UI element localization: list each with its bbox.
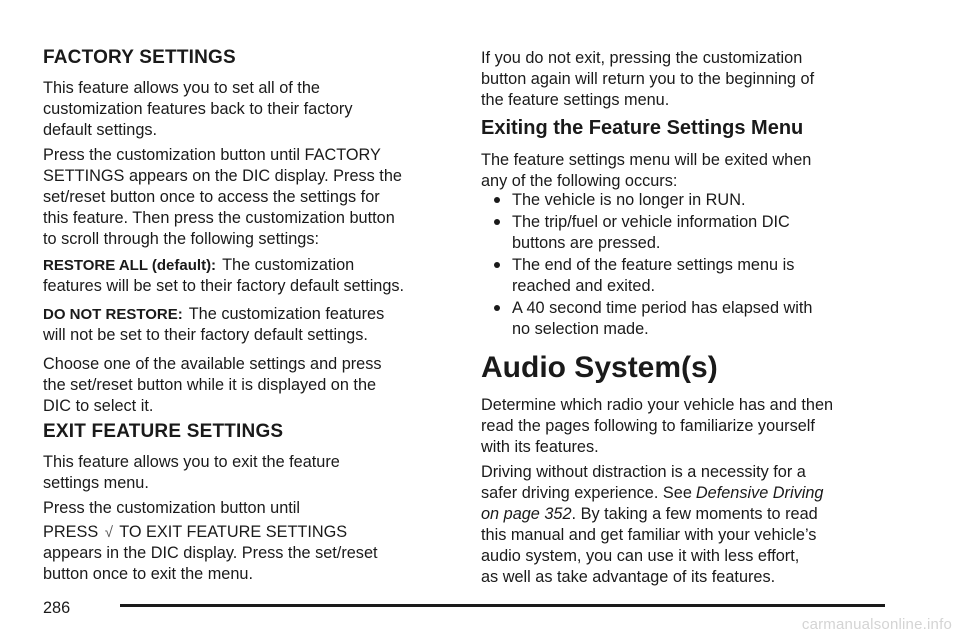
exit-feature-press-line: PRESS √ TO EXIT FEATURE SETTINGS bbox=[43, 523, 348, 541]
list-item: The end of the feature settings menu is reached and exited. bbox=[481, 255, 813, 297]
choose-setting-paragraph: Choose one of the available settings and press the set/reset button while it is displayed on the DIC to select it. bbox=[43, 355, 382, 415]
exit-continue-paragraph: If you do not exit, pressing the customization button again will return you to the beginning of the feature settings menu. bbox=[481, 49, 815, 109]
checkmark-icon: √ bbox=[104, 524, 113, 541]
list-item: The vehicle is no longer in RUN. bbox=[481, 190, 813, 211]
bullet-icon bbox=[494, 305, 500, 311]
page-reference-link[interactable]: on page 352 bbox=[481, 505, 572, 523]
audio-safety-paragraph: Driving without distraction is a necessity for a safer driving experience. See Defensive Driving on page 352. By taking a few moments to read this manual and get familiar with your vehicle’s audio system, you can use it with less effort, as well as take advantage of its features. bbox=[481, 463, 824, 586]
restore-all-label: RESTORE ALL (default): bbox=[43, 257, 217, 274]
audio-systems-heading: Audio System(s) bbox=[481, 351, 718, 384]
factory-settings-heading: FACTORY SETTINGS bbox=[43, 47, 236, 68]
factory-settings-instructions: Press the customization button until FACTORY SETTINGS appears on the DIC display. Press the set/reset button once to access the settings for this feature. Then press the customization button to scroll through the following settings: bbox=[43, 146, 402, 248]
exit-feature-intro: This feature allows you to exit the feature settings menu. bbox=[43, 453, 340, 492]
exit-feature-rest: appears in the DIC display. Press the set/reset button once to exit the menu. bbox=[43, 544, 378, 583]
exit-feature-line1: Press the customization button until bbox=[43, 499, 301, 517]
list-item: A 40 second time period has elapsed with no selection made. bbox=[481, 298, 813, 340]
defensive-driving-link[interactable]: Defensive Driving bbox=[695, 484, 824, 502]
do-not-restore-label: DO NOT RESTORE: bbox=[43, 306, 183, 323]
footer-rule bbox=[120, 604, 885, 607]
exit-conditions-list bbox=[481, 190, 813, 340]
site-watermark: carmanualsonline.info bbox=[801, 616, 952, 633]
do-not-restore-option: DO NOT RESTORE: The customization features will not be set to their factory default settings. bbox=[43, 305, 385, 344]
exit-feature-settings-heading: EXIT FEATURE SETTINGS bbox=[43, 421, 284, 442]
exiting-menu-heading: Exiting the Feature Settings Menu bbox=[481, 117, 804, 139]
page-number: 286 bbox=[43, 599, 71, 617]
list-item: The trip/fuel or vehicle information DIC buttons are pressed. bbox=[481, 212, 813, 254]
bullet-icon bbox=[494, 219, 500, 225]
bullet-icon bbox=[494, 197, 500, 203]
audio-intro-paragraph: Determine which radio your vehicle has and then read the pages following to familiarize yourself with its features. bbox=[481, 396, 834, 456]
bullet-icon bbox=[494, 262, 500, 268]
exiting-menu-intro: The feature settings menu will be exited when any of the following occurs: bbox=[481, 151, 812, 190]
restore-all-option: RESTORE ALL (default): The customization features will be set to their factory default settings. bbox=[43, 256, 405, 295]
factory-settings-intro: This feature allows you to set all of the customization features back to their factory default settings. bbox=[43, 79, 353, 139]
